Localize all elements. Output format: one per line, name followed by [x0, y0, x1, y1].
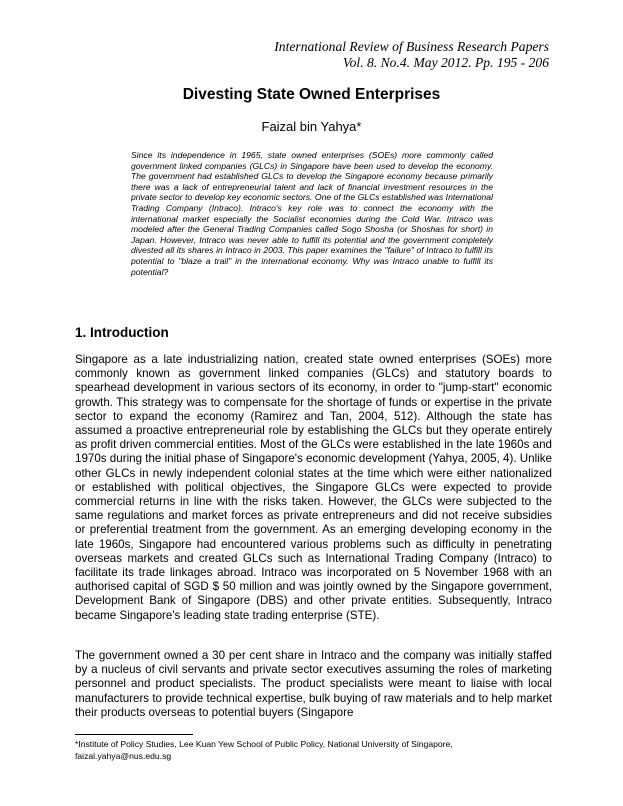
footnote-affiliation: *Institute of Policy Studies, Lee Kuan Yew School of Public Policy, National University of Singapore,: [75, 739, 453, 749]
abstract: Since its independence in 1965, state owned enterprises (SOEs) more commonly called government linked companies (GLCs) in Singapore have been used to develop the economy. The government had established GLCs to develop the Singapore economy because primarily there was a lack of entrepreneurial talent and lack of financial investment resources in the private sector to develop key economic sectors. One of the GLCs established was International Trading Company (Intraco). Intraco's key role was to connect the economy with the international market especially the Socialist economies during the Cold War. Intraco was modeled after the General Trading Companies called Sogo Shosha (or Shoshas for short) in Japan. However, Intraco was never able to fulfill its potential and the government completely divested all its shares in Intraco in 2003. This paper examines the "failure" of Intraco to fulfill its potential to "blaze a trail" in the international economy. Why was Intraco unable to fulfill its potential?: [131, 150, 493, 277]
footnote: [75, 738, 555, 762]
body-paragraph-2: The government owned a 30 per cent share in Intraco and the company was initially staffed by a nucleus of civil servants and private sector executives assuming the roles of marketing personnel and product specialists. The product specialists were meant to liaise with local manufacturers to provide technical expertise, bulk buying of raw materials and to help market their products overseas to potential buyers (Singapore: [75, 649, 552, 719]
paper-author: Faizal bin Yahya*: [261, 119, 362, 134]
journal-header: [274, 39, 549, 71]
body-paragraph-1: Singapore as a late industrializing nation, created state owned enterprises (SOEs) more commonly known as government linked companies (GLCs) and statutory boards to spearhead development in various sectors of its economy, in order to "jump-start" economic growth. This strategy was to compensate for the shortage of funds or expertise in the private sector to expand the economy (Ramirez and Tan, 2004, 512). Although the state has assumed a proactive entrepreneurial role by establishing the GLCs but they operate entirely as profit driven commercial entities. Most of the GLCs were established in the late 1960s and 1970s during the initial phase of Singapore's economic development (Yahya, 2005, 4). Unlike other GLCs in newly independent colonial states at the time which were either nationalized or established with political objectives, the Singapore GLCs were expected to provide commercial returns in line with the risks taken. However, the GLCs were subjected to the same regulations and market forces as private entrepreneurs and did not receive subsidies or preferential treatment from the government. As an emerging developing economy in the late 1960s, Singapore had encountered various problems such as difficulty in penetrating overseas markets and created GLCs such as International Trading Company (Intraco) to facilitate its trade linkages abroad. Intraco was incorporated on 5 November 1968 with an authorised capital of SGD $ 50 million and was jointly owned by the Singapore government, Development Bank of Singapore (DBS) and other private entities. Subsequently, Intraco became Singapore's leading state trading enterprise (STE).: [75, 353, 552, 622]
footnote-divider: [75, 734, 193, 735]
section-heading: 1. Introduction: [75, 325, 169, 340]
paper-title: Divesting State Owned Enterprises: [182, 86, 441, 103]
journal-volume: Vol. 8. No.4. May 2012. Pp. 195 - 206: [342, 55, 549, 70]
journal-name: International Review of Business Research Papers: [274, 39, 549, 54]
footnote-email: faizal.yahya@nus.edu.sg: [75, 751, 172, 761]
